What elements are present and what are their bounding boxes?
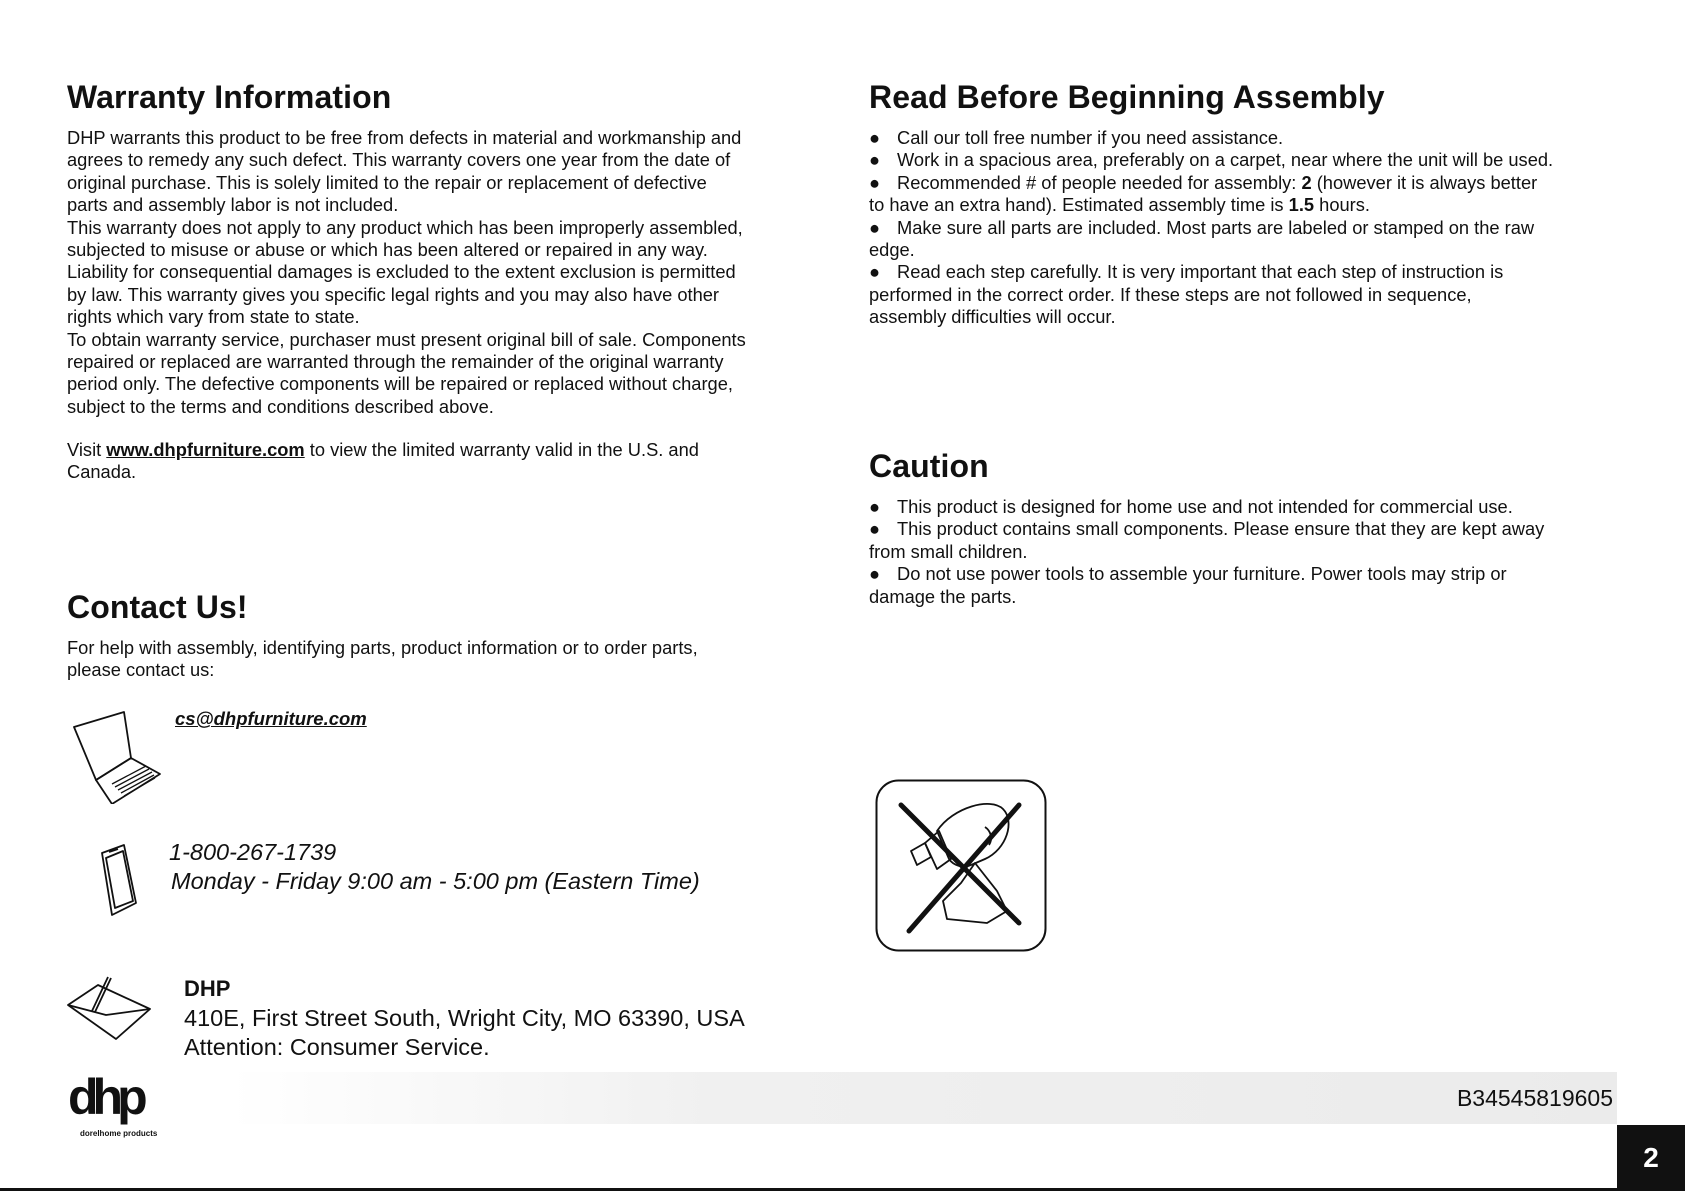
- list-item-continuation: edge.: [869, 239, 915, 261]
- list-item: ● This product is designed for home use and not intended for commercial use.: [869, 496, 1513, 517]
- warranty-line: Liability for consequential damages is excluded to the extent exclusion is permitted: [67, 261, 736, 283]
- list-item: ● Call our toll free number if you need assistance.: [869, 127, 1284, 148]
- warranty-line: period only. The defective components will be repaired or replaced without charge,: [67, 373, 733, 395]
- bullet: ●: [869, 127, 881, 148]
- contact-intro: [67, 637, 827, 682]
- caution-list: [869, 496, 1649, 608]
- attention-line: Attention: Consumer Service.: [184, 1034, 490, 1060]
- bullet: ●: [869, 496, 881, 517]
- assembly-time: 1.5: [1288, 194, 1315, 216]
- bullet: ●: [869, 216, 881, 238]
- list-item: ● Work in a spacious area, preferably on a carpet, near where the unit will be used.: [869, 149, 1554, 171]
- bullet: ●: [869, 171, 881, 193]
- warranty-line: subjected to misuse or abuse or which has been altered or repaired in any way.: [67, 239, 708, 261]
- warranty-line: rights which vary from state to state.: [67, 306, 360, 328]
- support-hours: Monday - Friday 9:00 am - 5:00 pm (Eastern Time): [171, 868, 700, 894]
- footer-bar: [230, 1072, 1617, 1124]
- contact-intro-line: For help with assembly, identifying parts, product information or to order parts,: [67, 637, 698, 658]
- dhp-logo: dhp: [68, 1069, 142, 1125]
- assembly-title: Read Before Beginning Assembly: [869, 79, 1385, 115]
- bullet: ●: [869, 518, 881, 540]
- warranty-visit: [67, 439, 827, 484]
- bullet: ●: [869, 149, 881, 171]
- bullet: ●: [869, 563, 881, 585]
- product-code: B34545819605: [1456, 1085, 1613, 1111]
- contact-title: Contact Us!: [67, 589, 248, 625]
- list-item: ● This product contains small components. Please ensure that they are kept away: [869, 518, 1545, 540]
- envelope-icon: [66, 975, 152, 1041]
- list-item-continuation: damage the parts.: [869, 585, 1017, 607]
- people-count: 2: [1301, 171, 1312, 193]
- warranty-line: by law. This warranty gives you specific legal rights and you may also have other: [67, 283, 720, 305]
- list-item: ● Recommended # of people needed for assembly: 2 (however it is always better: [869, 171, 1538, 193]
- contact-intro-line: please contact us:: [67, 659, 215, 681]
- list-item-continuation: from small children.: [869, 540, 1028, 562]
- warranty-line: To obtain warranty service, purchaser must present original bill of sale. Components: [67, 328, 746, 350]
- list-item: ● Make sure all parts are included. Most parts are labeled or stamped on the raw: [869, 216, 1535, 238]
- warranty-body: [67, 127, 827, 418]
- warranty-line: repaired or replaced are warranted through the remainder of the original warranty: [67, 351, 724, 373]
- list-item-continuation: performed in the correct order. If these steps are not followed in sequence,: [869, 283, 1472, 305]
- visit-suffix: to view the limited warranty valid in the U.S. and: [304, 439, 699, 460]
- list-item: ● Read each step carefully. It is very important that each step of instruction is: [869, 261, 1504, 283]
- no-power-drill-icon: [875, 779, 1047, 952]
- mailing-address: 410E, First Street South, Wright City, MO 63390, USA: [184, 1005, 745, 1031]
- warranty-line: agrees to remedy any such defect. This warranty covers one year from the date of: [67, 149, 731, 171]
- dhp-logo-tagline: dorelhome products: [80, 1129, 158, 1138]
- bullet: ●: [869, 261, 881, 283]
- laptop-icon: [68, 708, 166, 804]
- mobile-phone-icon: [98, 843, 140, 918]
- phone-number[interactable]: 1-800-267-1739: [169, 839, 337, 865]
- warranty-line: DHP warrants this product to be free from defects in material and workmanship and: [67, 127, 742, 148]
- visit-line-2: Canada.: [67, 461, 137, 483]
- list-item: ● Do not use power tools to assemble your furniture. Power tools may strip or: [869, 563, 1507, 585]
- list-item-continuation: assembly difficulties will occur.: [869, 306, 1116, 328]
- page-number: 2: [1617, 1125, 1685, 1191]
- warranty-line: This warranty does not apply to any product which has been improperly assembled,: [67, 216, 743, 238]
- list-item-continuation: to have an extra hand). Estimated assembly time is 1.5 hours.: [869, 194, 1370, 216]
- warranty-line: subject to the terms and conditions described above.: [67, 395, 494, 417]
- warranty-line: parts and assembly labor is not included.: [67, 194, 399, 216]
- company-name: DHP: [184, 976, 231, 1001]
- visit-prefix: Visit: [67, 439, 107, 460]
- email-link[interactable]: cs@dhpfurniture.com: [175, 708, 367, 729]
- warranty-line: original purchase. This is solely limited to the repair or replacement of defective: [67, 171, 707, 193]
- caution-title: Caution: [869, 448, 989, 484]
- dhp-website-link[interactable]: www.dhpfurniture.com: [106, 439, 305, 460]
- warranty-title: Warranty Information: [67, 79, 392, 115]
- assembly-list: [869, 127, 1649, 329]
